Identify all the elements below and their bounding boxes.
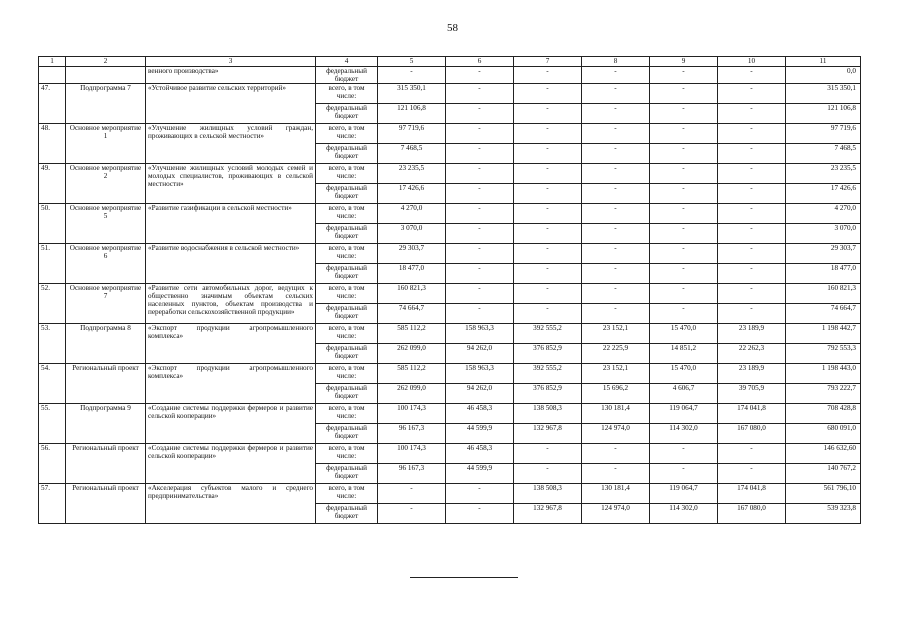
row-type: Подпрограмма 9	[66, 404, 146, 444]
year-value: -	[514, 244, 582, 264]
year-value: 4 606,7	[650, 384, 718, 404]
total-value: 29 303,7	[786, 244, 861, 264]
funding-source: федеральный бюджет	[316, 264, 378, 284]
year-value: -	[514, 204, 582, 224]
year-value: -	[582, 244, 650, 264]
total-value: 146 632,60	[786, 444, 861, 464]
table-row	[39, 404, 861, 424]
row-number: 53.	[39, 324, 66, 364]
year-value: 96 167,3	[378, 424, 446, 444]
total-value: 315 350,1	[786, 84, 861, 104]
year-value: -	[718, 144, 786, 164]
year-value: -	[718, 224, 786, 244]
row-name: «Акселерация субъектов малого и среднего предпринимательства»	[146, 484, 316, 524]
year-value: -	[446, 484, 514, 504]
year-value: -	[582, 104, 650, 124]
row-name: «Создание системы поддержки фермеров и развитие сельской кооперации»	[146, 444, 316, 484]
table-row	[39, 84, 861, 104]
year-value: -	[514, 164, 582, 184]
year-value: -	[514, 444, 582, 464]
funding-source: всего, в том числе:	[316, 324, 378, 344]
year-value: -	[446, 144, 514, 164]
row-number: 48.	[39, 124, 66, 164]
year-value: 174 041,8	[718, 484, 786, 504]
year-value: 376 852,9	[514, 384, 582, 404]
year-value: -	[718, 67, 786, 84]
year-value: 18 477,0	[378, 264, 446, 284]
year-value: 44 599,9	[446, 424, 514, 444]
funding-source: федеральный бюджет	[316, 67, 378, 84]
row-name: «Развитие сети автомобильных дорог, ведущих к общественно значимым объектам сельских населенных пунктов, объектам производства и переработки сельскохозяйственной продукции»	[146, 284, 316, 324]
funding-source: всего, в том числе:	[316, 444, 378, 464]
year-value: 114 302,0	[650, 424, 718, 444]
year-value: 124 974,0	[582, 504, 650, 524]
total-value: 1 198 442,7	[786, 324, 861, 344]
column-header: 2	[66, 57, 146, 67]
total-value: 160 821,3	[786, 284, 861, 304]
year-value: 96 167,3	[378, 464, 446, 484]
row-number: 54.	[39, 364, 66, 404]
year-value: -	[650, 284, 718, 304]
year-value: -	[446, 124, 514, 144]
table-row	[39, 284, 861, 304]
year-value: -	[650, 464, 718, 484]
funding-source: федеральный бюджет	[316, 344, 378, 364]
year-value: 167 080,0	[718, 504, 786, 524]
funding-source: федеральный бюджет	[316, 184, 378, 204]
total-value: 3 070,0	[786, 224, 861, 244]
year-value: -	[650, 104, 718, 124]
year-value: 14 851,2	[650, 344, 718, 364]
table-row	[39, 444, 861, 464]
total-value: 140 767,2	[786, 464, 861, 484]
year-value: 17 426,6	[378, 184, 446, 204]
year-value: -	[514, 67, 582, 84]
year-value: -	[650, 244, 718, 264]
column-header: 10	[718, 57, 786, 67]
total-value: 539 323,8	[786, 504, 861, 524]
funding-source: всего, в том числе:	[316, 124, 378, 144]
row-type: Основное мероприятие 1	[66, 124, 146, 164]
table-body	[39, 67, 861, 524]
year-value: -	[446, 224, 514, 244]
funding-source: всего, в том числе:	[316, 244, 378, 264]
year-value: -	[718, 204, 786, 224]
row-number: 50.	[39, 204, 66, 244]
column-header: 3	[146, 57, 316, 67]
row-name: «Улучшение жилищных условий молодых семей и молодых специалистов, проживающих в сельской местности»	[146, 164, 316, 204]
funding-source: всего, в том числе:	[316, 404, 378, 424]
year-value: -	[582, 164, 650, 184]
total-value: 708 428,8	[786, 404, 861, 424]
funding-source: всего, в том числе:	[316, 484, 378, 504]
funding-source: федеральный бюджет	[316, 104, 378, 124]
year-value: -	[582, 304, 650, 324]
year-value: -	[378, 504, 446, 524]
year-value: -	[446, 184, 514, 204]
year-value: 130 181,4	[582, 484, 650, 504]
year-value: -	[514, 124, 582, 144]
year-value: -	[446, 504, 514, 524]
year-value: 158 963,3	[446, 364, 514, 384]
row-type: Региональный проект	[66, 364, 146, 404]
year-value: 262 099,0	[378, 384, 446, 404]
year-value: -	[582, 124, 650, 144]
year-value: -	[514, 284, 582, 304]
column-header: 4	[316, 57, 378, 67]
total-value: 121 106,8	[786, 104, 861, 124]
row-type: Основное мероприятие 2	[66, 164, 146, 204]
year-value: -	[446, 67, 514, 84]
total-value: 4 270,0	[786, 204, 861, 224]
year-value: -	[650, 444, 718, 464]
year-value: -	[718, 164, 786, 184]
table-row	[39, 364, 861, 384]
row-name: «Развитие водоснабжения в сельской местности»	[146, 244, 316, 284]
year-value: 132 967,8	[514, 504, 582, 524]
year-value: 7 468,5	[378, 144, 446, 164]
funding-source: федеральный бюджет	[316, 144, 378, 164]
year-value: 585 112,2	[378, 324, 446, 344]
funding-source: всего, в том числе:	[316, 364, 378, 384]
total-value: 1 198 443,0	[786, 364, 861, 384]
total-value: 18 477,0	[786, 264, 861, 284]
year-value: 74 664,7	[378, 304, 446, 324]
row-type: Подпрограмма 8	[66, 324, 146, 364]
row-number: 55.	[39, 404, 66, 444]
year-value: -	[446, 264, 514, 284]
year-value: -	[582, 184, 650, 204]
year-value: 22 262,3	[718, 344, 786, 364]
year-value: 97 719,6	[378, 124, 446, 144]
row-number: 56.	[39, 444, 66, 484]
year-value: -	[650, 124, 718, 144]
total-value: 793 222,7	[786, 384, 861, 404]
year-value: -	[514, 464, 582, 484]
year-value: 46 458,3	[446, 444, 514, 464]
year-value: -	[650, 67, 718, 84]
year-value: -	[446, 84, 514, 104]
year-value: -	[718, 184, 786, 204]
year-value: 100 174,3	[378, 444, 446, 464]
total-value: 7 468,5	[786, 144, 861, 164]
year-value: -	[446, 164, 514, 184]
column-header: 8	[582, 57, 650, 67]
year-value: -	[514, 224, 582, 244]
table-row	[39, 244, 861, 264]
funding-source: всего, в том числе:	[316, 164, 378, 184]
year-value: -	[650, 304, 718, 324]
column-header: 5	[378, 57, 446, 67]
year-value: 23 189,9	[718, 364, 786, 384]
year-value: 132 967,8	[514, 424, 582, 444]
year-value: -	[718, 104, 786, 124]
year-value: 22 225,9	[582, 344, 650, 364]
total-value: 561 796,10	[786, 484, 861, 504]
column-header: 6	[446, 57, 514, 67]
year-value: -	[582, 204, 650, 224]
row-number	[39, 67, 66, 84]
row-name: венного производства»	[146, 67, 316, 84]
year-value: -	[514, 144, 582, 164]
year-value: -	[650, 164, 718, 184]
year-value: -	[718, 84, 786, 104]
funding-source: всего, в том числе:	[316, 284, 378, 304]
row-name: «Создание системы поддержки фермеров и развитие сельской кооперации»	[146, 404, 316, 444]
row-number: 47.	[39, 84, 66, 124]
row-type: Региональный проект	[66, 444, 146, 484]
row-number: 57.	[39, 484, 66, 524]
year-value: 262 099,0	[378, 344, 446, 364]
year-value: 15 696,2	[582, 384, 650, 404]
column-header: 1	[39, 57, 66, 67]
year-value: -	[718, 444, 786, 464]
year-value: -	[582, 464, 650, 484]
year-value: -	[650, 264, 718, 284]
total-value: 23 235,5	[786, 164, 861, 184]
year-value: 94 262,0	[446, 344, 514, 364]
year-value: 29 303,7	[378, 244, 446, 264]
total-value: 97 719,6	[786, 124, 861, 144]
year-value: 392 555,2	[514, 364, 582, 384]
funding-source: федеральный бюджет	[316, 384, 378, 404]
year-value: -	[650, 204, 718, 224]
year-value: -	[514, 184, 582, 204]
table-row	[39, 67, 861, 84]
year-value: -	[718, 124, 786, 144]
row-type: Основное мероприятие 6	[66, 244, 146, 284]
year-value: 158 963,3	[446, 324, 514, 344]
year-value: -	[446, 244, 514, 264]
year-value: 39 705,9	[718, 384, 786, 404]
year-value: 119 064,7	[650, 404, 718, 424]
year-value: 15 470,0	[650, 364, 718, 384]
year-value: -	[514, 104, 582, 124]
year-value: -	[718, 304, 786, 324]
row-type	[66, 67, 146, 84]
budget-table	[38, 56, 861, 524]
year-value: -	[514, 304, 582, 324]
year-value: 174 041,8	[718, 404, 786, 424]
year-value: 23 152,1	[582, 324, 650, 344]
table-row	[39, 124, 861, 144]
year-value: -	[446, 104, 514, 124]
year-value: 392 555,2	[514, 324, 582, 344]
year-value: 15 470,0	[650, 324, 718, 344]
year-value: 376 852,9	[514, 344, 582, 364]
total-value: 792 553,3	[786, 344, 861, 364]
year-value: -	[582, 444, 650, 464]
year-value: -	[650, 184, 718, 204]
year-value: -	[650, 144, 718, 164]
year-value: -	[582, 264, 650, 284]
column-header: 7	[514, 57, 582, 67]
year-value: 121 106,8	[378, 104, 446, 124]
year-value: -	[378, 67, 446, 84]
row-type: Региональный проект	[66, 484, 146, 524]
year-value: -	[582, 144, 650, 164]
year-value: -	[514, 264, 582, 284]
year-value: -	[718, 264, 786, 284]
page-number: 58	[447, 22, 458, 34]
total-value: 680 091,0	[786, 424, 861, 444]
funding-source: федеральный бюджет	[316, 464, 378, 484]
year-value: -	[650, 84, 718, 104]
row-name: «Устойчивое развитие сельских территорий»	[146, 84, 316, 124]
table-row	[39, 484, 861, 504]
column-header: 9	[650, 57, 718, 67]
year-value: -	[718, 244, 786, 264]
table-row	[39, 324, 861, 344]
year-value: 23 189,9	[718, 324, 786, 344]
funding-source: федеральный бюджет	[316, 304, 378, 324]
year-value: 44 599,9	[446, 464, 514, 484]
year-value: 315 350,1	[378, 84, 446, 104]
row-name: «Развитие газификации в сельской местности»	[146, 204, 316, 244]
footer-rule	[410, 577, 518, 578]
header-row	[39, 57, 861, 67]
table-row	[39, 204, 861, 224]
year-value: 585 112,2	[378, 364, 446, 384]
funding-source: федеральный бюджет	[316, 504, 378, 524]
year-value: 114 302,0	[650, 504, 718, 524]
year-value: 3 070,0	[378, 224, 446, 244]
year-value: -	[582, 284, 650, 304]
year-value: -	[718, 464, 786, 484]
year-value: -	[446, 284, 514, 304]
funding-source: всего, в том числе:	[316, 84, 378, 104]
year-value: 119 064,7	[650, 484, 718, 504]
year-value: -	[650, 224, 718, 244]
year-value: 160 821,3	[378, 284, 446, 304]
year-value: -	[582, 84, 650, 104]
funding-source: федеральный бюджет	[316, 224, 378, 244]
year-value: 46 458,3	[446, 404, 514, 424]
column-header: 11	[786, 57, 861, 67]
row-number: 49.	[39, 164, 66, 204]
year-value: 23 152,1	[582, 364, 650, 384]
year-value: -	[378, 484, 446, 504]
year-value: 138 508,3	[514, 484, 582, 504]
row-name: «Улучшение жилищных условий граждан, проживающих в сельской местности»	[146, 124, 316, 164]
year-value: -	[582, 224, 650, 244]
year-value: -	[446, 304, 514, 324]
row-type: Подпрограмма 7	[66, 84, 146, 124]
row-number: 52.	[39, 284, 66, 324]
year-value: 124 974,0	[582, 424, 650, 444]
row-name: «Экспорт продукции агропромышленного комплекса»	[146, 364, 316, 404]
year-value: -	[446, 204, 514, 224]
total-value: 0,0	[786, 67, 861, 84]
year-value: 100 174,3	[378, 404, 446, 424]
year-value: -	[514, 84, 582, 104]
row-type: Основное мероприятие 7	[66, 284, 146, 324]
year-value: 130 181,4	[582, 404, 650, 424]
row-number: 51.	[39, 244, 66, 284]
funding-source: федеральный бюджет	[316, 424, 378, 444]
year-value: -	[718, 284, 786, 304]
funding-source: всего, в том числе:	[316, 204, 378, 224]
table-row	[39, 164, 861, 184]
year-value: 4 270,0	[378, 204, 446, 224]
year-value: 23 235,5	[378, 164, 446, 184]
year-value: 167 080,0	[718, 424, 786, 444]
total-value: 74 664,7	[786, 304, 861, 324]
total-value: 17 426,6	[786, 184, 861, 204]
row-name: «Экспорт продукции агропромышленного комплекса»	[146, 324, 316, 364]
row-type: Основное мероприятие 5	[66, 204, 146, 244]
year-value: -	[582, 67, 650, 84]
year-value: 138 508,3	[514, 404, 582, 424]
year-value: 94 262,0	[446, 384, 514, 404]
